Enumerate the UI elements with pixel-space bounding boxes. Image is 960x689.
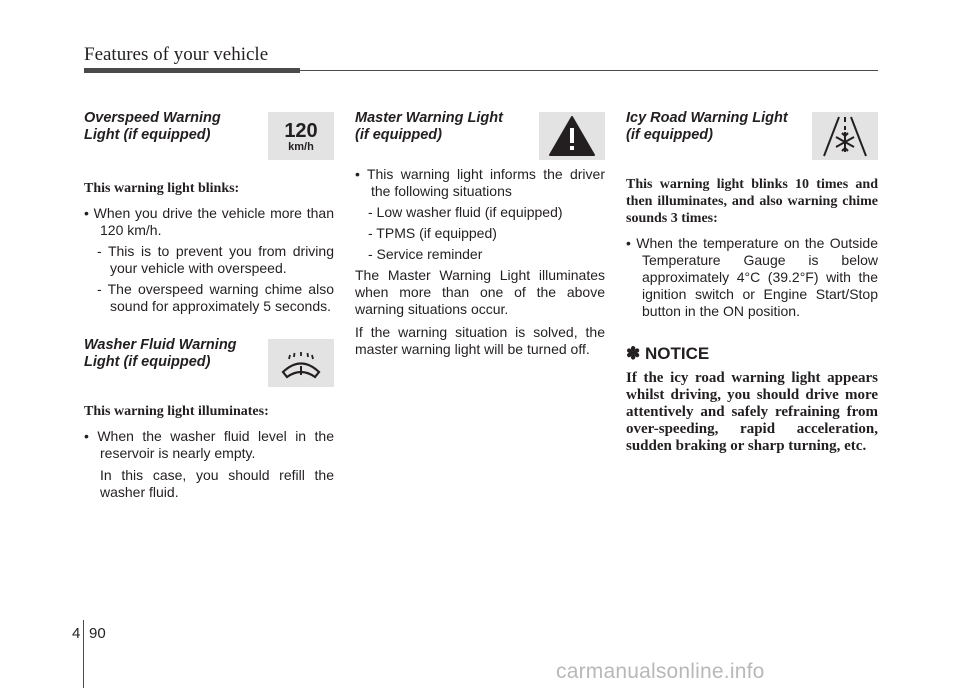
notice-title: ✽ NOTICE bbox=[626, 344, 710, 363]
overspeed-sub-1: - This is to prevent you from driving your vehicle with overspeed. bbox=[97, 243, 334, 276]
column-3 bbox=[626, 110, 878, 455]
page-header-title: Features of your vehicle bbox=[84, 44, 269, 65]
header-bar bbox=[84, 68, 300, 73]
overspeed-heading-line1: Overspeed Warning bbox=[84, 110, 221, 126]
overspeed-warning-icon bbox=[268, 112, 334, 160]
watermark-text: carmanualsonline.info bbox=[556, 660, 765, 683]
washer-section-heading bbox=[84, 337, 334, 393]
icy-heading-line1: Icy Road Warning Light bbox=[626, 110, 788, 126]
overspeed-heading-line2: Light (if equipped) bbox=[84, 127, 211, 143]
master-warning-icon bbox=[539, 112, 605, 160]
master-heading-line1: Master Warning Light bbox=[355, 110, 503, 126]
icy-intro: This warning light blinks 10 times and then illuminates, and also warning chime sounds 3 times: bbox=[626, 177, 878, 226]
notice-body: If the icy road warning light appears whilst driving, you should drive more attentively and safely refraining from over-speeding, rapid acceleration, sudden braking or sharp turning, etc. bbox=[626, 370, 878, 454]
icy-road-heading bbox=[626, 110, 878, 166]
overspeed-section-heading bbox=[84, 110, 334, 166]
chapter-number: 4 bbox=[72, 625, 81, 642]
master-bullet: • This warning light informs the driver the following situations bbox=[355, 166, 605, 199]
icy-road-icon bbox=[812, 112, 878, 160]
master-heading-line2: (if equipped) bbox=[355, 127, 442, 143]
washer-fluid-icon bbox=[268, 339, 334, 387]
column-2 bbox=[355, 110, 605, 358]
overspeed-icon-unit: km/h bbox=[288, 141, 314, 153]
master-sub-2: - TPMS (if equipped) bbox=[368, 225, 497, 241]
overspeed-sub-2: - The overspeed warning chime also sound for approximately 5 seconds. bbox=[97, 281, 334, 314]
master-para-2: If the warning situation is solved, the master warning light will be turned off. bbox=[355, 324, 605, 357]
column-1 bbox=[84, 110, 334, 501]
overspeed-bullet: • When you drive the vehicle more than 120 km/h. bbox=[84, 205, 334, 238]
master-warning-heading bbox=[355, 110, 605, 166]
page-number: 90 bbox=[89, 625, 106, 642]
washer-bullet: • When the washer fluid level in the reservoir is nearly empty. bbox=[84, 428, 334, 461]
master-para-1: The Master Warning Light illuminates when more than one of the above warning situations occur. bbox=[355, 267, 605, 317]
header-rule bbox=[300, 70, 878, 71]
washer-heading-line1: Washer Fluid Warning bbox=[84, 337, 237, 353]
icy-heading-line2: (if equipped) bbox=[626, 127, 713, 143]
icy-bullet: • When the temperature on the Outside Temperature Gauge is below approximately 4°C (39.2°F) with the ignition switch or Engine Start/Stop button in the ON position. bbox=[626, 235, 878, 319]
master-sub-1: - Low washer fluid (if equipped) bbox=[368, 204, 563, 220]
overspeed-intro: This warning light blinks: bbox=[84, 181, 240, 196]
washer-para: In this case, you should refill the washer fluid. bbox=[100, 467, 334, 500]
washer-intro: This warning light illuminates: bbox=[84, 404, 269, 419]
washer-heading-line2: Light (if equipped) bbox=[84, 354, 211, 370]
overspeed-icon-number: 120 bbox=[284, 120, 318, 142]
footer-divider bbox=[83, 620, 84, 688]
master-sub-3: - Service reminder bbox=[368, 246, 483, 262]
